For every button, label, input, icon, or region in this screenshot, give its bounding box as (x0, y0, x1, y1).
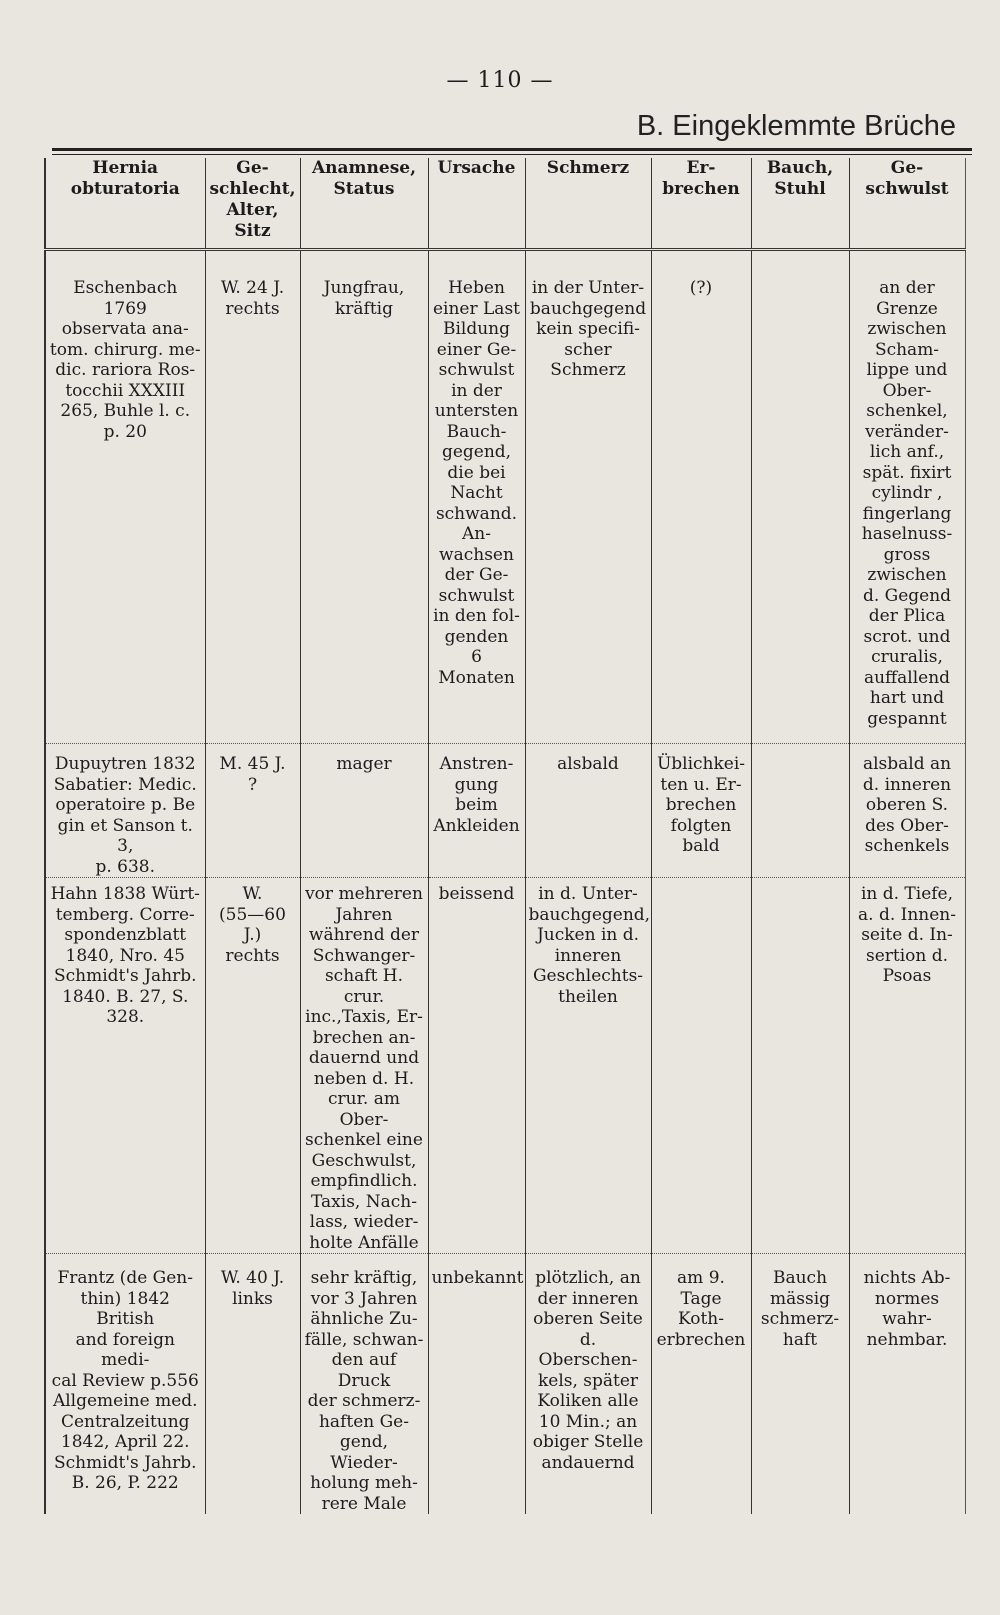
table-row (45, 1254, 965, 1515)
cell-sex-age: W. 40 J. links (205, 1254, 300, 1515)
cell-vomiting (651, 878, 751, 1254)
table-row (45, 744, 965, 878)
cell-cause: unbekannt (428, 1254, 525, 1515)
cell-abdomen (751, 744, 849, 878)
cell-pain: plötzlich, an der inneren oberen Seite d. Oberschen- kels, später Koliken alle 10 Min.; an obiger Stelle andauernd (525, 1254, 651, 1515)
cell-tumor: an der Grenze zwischen Scham- lippe und Ober- schenkel, veränder- lich anf., spät. fixirt cylindr , fingerlang haselnuss- gross zwischen d. Gegend der Plica scrot. und cruralis, auffallend hart und gespannt (849, 250, 965, 744)
hernia-table (44, 158, 966, 1514)
table-row (45, 878, 965, 1254)
cell-anamnesis: Jungfrau, kräftig (300, 250, 428, 744)
header-erbrechen: Er- brechen (651, 158, 751, 250)
cell-tumor: alsbald an d. inneren oberen S. des Ober- schenkels (849, 744, 965, 878)
header-schmerz: Schmerz (525, 158, 651, 250)
cell-abdomen: Bauch mässig schmerz- haft (751, 1254, 849, 1515)
header-bauch-stuhl: Bauch, Stuhl (751, 158, 849, 250)
cell-cause: beissend (428, 878, 525, 1254)
cell-anamnesis: sehr kräftig, vor 3 Jahren ähnliche Zu- fälle, schwan- den auf Druck der schmerz- haften Ge- gend, Wieder- holung meh- rere Male (300, 1254, 428, 1515)
header-hernia-obturatoria: Hernia obturatoria (45, 158, 205, 250)
cell-source: Frantz (de Gen- thin) 1842 British and foreign medi- cal Review p.556 Allgemeine med. Centralzeitung 1842, April 22. Schmidt's Jahrb. B. 26, P. 222 (45, 1254, 205, 1515)
cell-tumor: nichts Ab- normes wahr- nehmbar. (849, 1254, 965, 1515)
cell-vomiting: (?) (651, 250, 751, 744)
cell-anamnesis: mager (300, 744, 428, 878)
cell-anamnesis: vor mehreren Jahren während der Schwanger- schaft H. crur. inc.,Taxis, Er- brechen an- dauernd und neben d. H. crur. am Ober- schenkel eine Geschwulst, empfindlich. Taxis, Nach- lass, wieder- holte Anfälle (300, 878, 428, 1254)
cell-abdomen (751, 878, 849, 1254)
header-rule (52, 148, 972, 155)
cell-source: Eschenbach 1769 observata ana- tom. chirurg. me- dic. rariora Ros- tocchii XXXIII 265, Buhle l. c. p. 20 (45, 250, 205, 744)
header-geschwulst: Ge- schwulst (849, 158, 965, 250)
cell-tumor: in d. Tiefe, a. d. Innen- seite d. In- sertion d. Psoas (849, 878, 965, 1254)
cell-cause: Anstren- gung beim Ankleiden (428, 744, 525, 878)
table-row (45, 250, 965, 744)
cell-abdomen (751, 250, 849, 744)
section-title: B. Eingeklemmte Brüche (636, 110, 956, 142)
header-row (45, 158, 965, 250)
header-ursache: Ursache (428, 158, 525, 250)
header-anamnese: Anamnese, Status (300, 158, 428, 250)
cell-source: Hahn 1838 Würt- temberg. Corre- spondenzblatt 1840, Nro. 45 Schmidt's Jahrb. 1840. B. 27, S. 328. (45, 878, 205, 1254)
cell-pain: in der Unter- bauchgegend kein specifi- scher Schmerz (525, 250, 651, 744)
cell-pain: alsbald (525, 744, 651, 878)
cell-source: Dupuytren 1832 Sabatier: Medic. operatoire p. Be gin et Sanson t. 3, p. 638. (45, 744, 205, 878)
cell-sex-age: W. 24 J. rechts (205, 250, 300, 744)
cell-sex-age: W. (55—60 J.) rechts (205, 878, 300, 1254)
header-geschlecht: Ge- schlecht, Alter, Sitz (205, 158, 300, 250)
cell-pain: in d. Unter- bauchgegend, Jucken in d. inneren Geschlechts- theilen (525, 878, 651, 1254)
page-number: — 110 — (446, 68, 554, 93)
cell-vomiting: am 9. Tage Koth- erbrechen (651, 1254, 751, 1515)
cell-vomiting: Üblichkei- ten u. Er- brechen folgten bald (651, 744, 751, 878)
cell-sex-age: M. 45 J. ? (205, 744, 300, 878)
cell-cause: Heben einer Last Bildung einer Ge- schwulst in der untersten Bauch- gegend, die bei Nacht schwand. An- wachsen der Ge- schwulst in den fol- genden 6 Monaten (428, 250, 525, 744)
